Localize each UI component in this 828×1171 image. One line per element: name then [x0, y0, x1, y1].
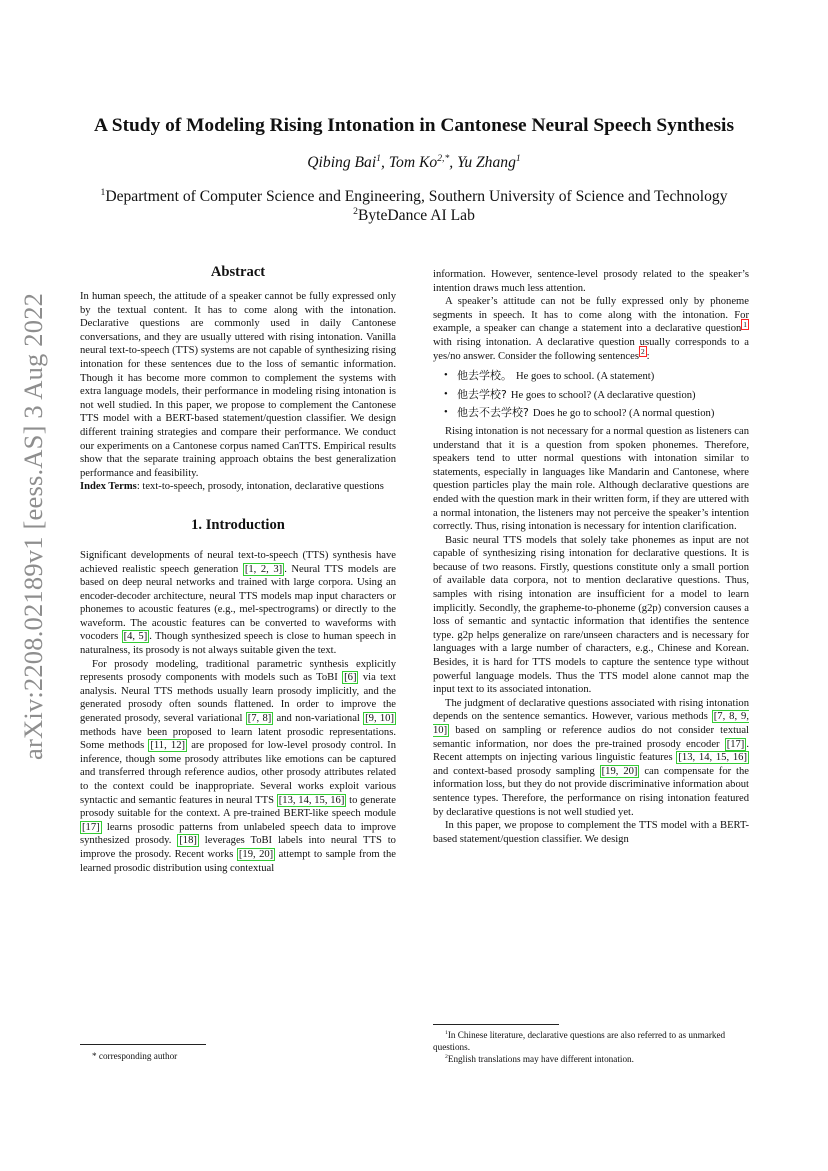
citation-link[interactable]: [13, 14, 15, 16]: [678, 752, 748, 764]
text-run: :: [646, 350, 650, 362]
citation-link[interactable]: [18]: [179, 835, 197, 847]
affiliation-line: [40, 187, 788, 206]
affiliations: [40, 187, 788, 225]
footnote-text: In Chinese literature, declarative questions are also referred to as unmarked questions.: [433, 1030, 726, 1052]
abstract-heading: Abstract: [210, 264, 266, 280]
affiliation-text: Department of Computer Science and Engineering, Southern University of Science and Technology: [105, 188, 728, 205]
text-run: and non-variational: [273, 713, 364, 725]
text-run: learns prosodic patterns from unlabeled speech data to improve synthesized prosody.: [80, 821, 396, 847]
text-run: with rising intonation. A declarative question usually corresponds to a yes/no answer. Consider the following sentences: [433, 336, 749, 362]
arxiv-stamp: arXiv:2208.02189v1 [eess.AS] 3 Aug 2022: [18, 292, 48, 760]
english-translation: Does he go to school? (A normal question): [532, 408, 715, 420]
author-name: Qibing Bai: [307, 154, 377, 171]
text-run: For prosody modeling, traditional parametric synthesis explicitly represents prosody components with models such as ToBI: [80, 658, 396, 684]
chinese-sentence: 他去不去学校?: [457, 406, 529, 420]
text-run: can compensate for the information loss, but they do not provide discriminative information about sentence types. Therefore, the performance on rising intonation featured by declarative questions is not well studied yet.: [433, 765, 749, 818]
author-name: Yu Zhang: [457, 154, 516, 171]
chinese-sentence: 他去学校?: [457, 387, 507, 401]
citation-link[interactable]: [13, 14, 15, 16]: [278, 794, 345, 806]
footnote-link[interactable]: 2: [640, 347, 645, 357]
right-paragraph-3: Basic neural TTS models that solely take phonemes as input are not capable of synthesizing rising intonation for declarative questions. It is because of two reasons. Firstly, questions constitute only a small portion of available data corpora, not to mention declarative questions. Thus, samples with rising intonation are insufficient for a model to learn implicitly. Secondly, the grapheme-to-phoneme (g2p) conversion causes a loss of semantic and syntactic information that identifies the sentence type. g2p helps generalize on rare/unseen characters and is necessary for languages with a large number of characters, e.g., Chinese and Korean. Besides, it is hard for TTS models to capture the sentence type without powerful language models. Thus the TTS model alone cannot map the input text to its associated intonation.: [433, 534, 749, 696]
citation-link[interactable]: [17]: [82, 821, 100, 833]
citation-link[interactable]: [6]: [344, 672, 357, 684]
author-list: Qibing Bai$^1$, Tom $Ko^{2,*}$, Yu Zhang$^1$: [307, 152, 521, 171]
text-run: Significant developments of neural text-to-speech (TTS) synthesis have achieved realistic speech generation: [80, 549, 396, 575]
text-run: and context-based prosody sampling: [433, 765, 600, 777]
example-sentence: [457, 388, 749, 403]
example-sentence-list: [433, 369, 749, 421]
intro-paragraph-2: [80, 658, 396, 876]
footnotes: [433, 1029, 749, 1065]
citation-link[interactable]: [7, 8]: [247, 713, 272, 725]
citation-link[interactable]: [7, 8, 9, 10]: [433, 711, 749, 736]
text-run: methods have been proposed to learn latent prosodic representations. Some methods: [80, 726, 396, 752]
right-paragraph-4: [433, 697, 749, 819]
index-terms-text: : text-to-speech, prosody, intonation, declarative questions: [136, 481, 384, 493]
text-run: The judgment of declarative questions associated with rising intonation depends on the sentence semantics. However, various methods: [433, 697, 749, 723]
introduction-heading: 1. Introduction: [191, 516, 285, 533]
citation-link[interactable]: [4, 5]: [123, 631, 148, 643]
footnote: [433, 1029, 749, 1053]
footnote-rule: [80, 1044, 206, 1045]
affil-mark: 1: [100, 186, 106, 198]
author-affil-mark: 1: [515, 152, 521, 164]
right-paragraph-2: Rising intonation is not necessary for a normal question as listeners can understand that it is a question from spoken phonemes. Therefore, speakers tend to utter normal questions with intonation similar to statements, especially in languages like Mandarin and Cantonese, where question particles play the main role. Although declarative questions are ended with the question mark in their written form, if they are uttered with a normal intonation, the listeners may not perceive the speaker’s intention correctly. Thus, rising intonation is necessary for intention clarification.: [433, 425, 749, 533]
abstract-text: In human speech, the attitude of a speaker cannot be fully expressed only by the textual content. It has to come along with the intonation. Declarative questions are commonly used in daily Cantonese conversations, and they are usually uttered with rising intonation. Vanilla neural text-to-speech (TTS) systems are not capable of synthesizing rising intonation for these sentences due to the loss of semantic information. Though it has become more common to complement the systems with extra language models, their performance in modeling rising intonation is not well studied. In this paper, we propose to complement the Cantonese TTS model with a BERT-based statement/question classifier. We design different training strategies and compare their performance. We conduct our experiments on a Cantonese corpus named CanTTS. Empirical results show that the separate training approach obtains the best generalization performance and feasibility.: [80, 291, 396, 479]
author-name: Tom Ko: [388, 154, 438, 171]
text-run: via text analysis. Neural TTS methods usually learn prosody implicitly, and the generated prosody often sounds flattened. In order to improve the generated prosody, several variational: [80, 672, 396, 725]
text-run: . Neural TTS models are based on deep neural networks and trained with large corpora. Using an encoder-decoder architecture, neural TTS models map input characters or phonemes to acoustic features (e.g., mel-spectrograms) or directly to the waveform. The acoustic features can be converted to waveforms with vocoders: [80, 563, 396, 643]
text-run: leverages ToBI labels into neural TTS to improve the prosody. Recent works: [80, 835, 396, 860]
english-translation: He goes to school. (A statement): [516, 371, 655, 383]
text-run: based on sampling or reference audios do not consider textual semantic information, nor does the pre-trained prosody encoder: [433, 725, 749, 750]
citation-link[interactable]: [1, 2, 3]: [244, 563, 283, 575]
text-run: . Recent attempts on injecting various linguistic features: [433, 738, 749, 764]
index-terms: [80, 480, 396, 494]
intro-paragraph-1: [80, 549, 396, 658]
text-run: A speaker’s attitude can not be fully expressed only by phoneme segments in speech. It has to come along with the intonation. For example, a speaker can change a statement into a declarative question: [433, 296, 749, 335]
paper-title: A Study of Modeling Rising Intonation in Cantonese Neural Speech Synthesis: [94, 115, 734, 136]
index-terms-label: Index Terms: [80, 481, 137, 493]
text-run: attempt to sample from the learned prosodic distribution using contextual: [80, 848, 396, 874]
citation-link[interactable]: [17]: [726, 738, 745, 750]
example-sentence: [457, 369, 749, 384]
footnote-mark: 1: [445, 1029, 448, 1036]
footnote-rule: [433, 1024, 559, 1025]
footnote-mark: 2: [445, 1053, 448, 1060]
right-paragraph-0: information. However, sentence-level prosody related to the speaker’s intention draws much less attention.: [433, 269, 749, 294]
affiliation-text: ByteDance AI Lab: [357, 207, 475, 224]
affiliation-line: [40, 206, 788, 225]
chinese-sentence: 他去学校。: [457, 369, 512, 383]
footnote: [433, 1053, 749, 1065]
footnote-text: English translations may have different intonation.: [447, 1054, 634, 1064]
text-run: . Though synthesized speech is close to human speech in naturalness, its prosody is not always suitable given the text.: [80, 631, 397, 657]
affil-mark: 2: [353, 205, 358, 217]
english-translation: He goes to school? (A declarative question): [510, 389, 696, 401]
author-affil-mark: 2,*: [437, 152, 450, 164]
author-affil-mark: 1: [376, 152, 381, 164]
right-paragraph-5: In this paper, we propose to complement the TTS model with a BERT-based statement/question classifier. We design: [433, 820, 749, 845]
citation-link[interactable]: [19, 20]: [601, 765, 638, 777]
right-paragraph-1: [433, 295, 749, 363]
citation-link[interactable]: [19, 20]: [238, 848, 274, 860]
text-run: are proposed for low-level prosody control. In inference, though some prosody attributes like emotions can be captured and transferred through reference audios, other prosody attributes related to the context could be inappropriate. Several works exploit various syntactic and semantic features in neural TTS: [80, 740, 396, 806]
example-sentence: [457, 406, 749, 421]
left-column: [80, 263, 396, 875]
citation-link[interactable]: [9, 10]: [365, 713, 394, 725]
text-run: to generate prosody suitable for the context. A pre-trained BERT-like speech module: [80, 794, 397, 820]
footnote-link[interactable]: 1: [743, 319, 747, 329]
citation-link[interactable]: [11, 12]: [150, 740, 186, 752]
right-column: [433, 268, 749, 846]
corresponding-author-note: * corresponding author: [92, 1051, 178, 1061]
